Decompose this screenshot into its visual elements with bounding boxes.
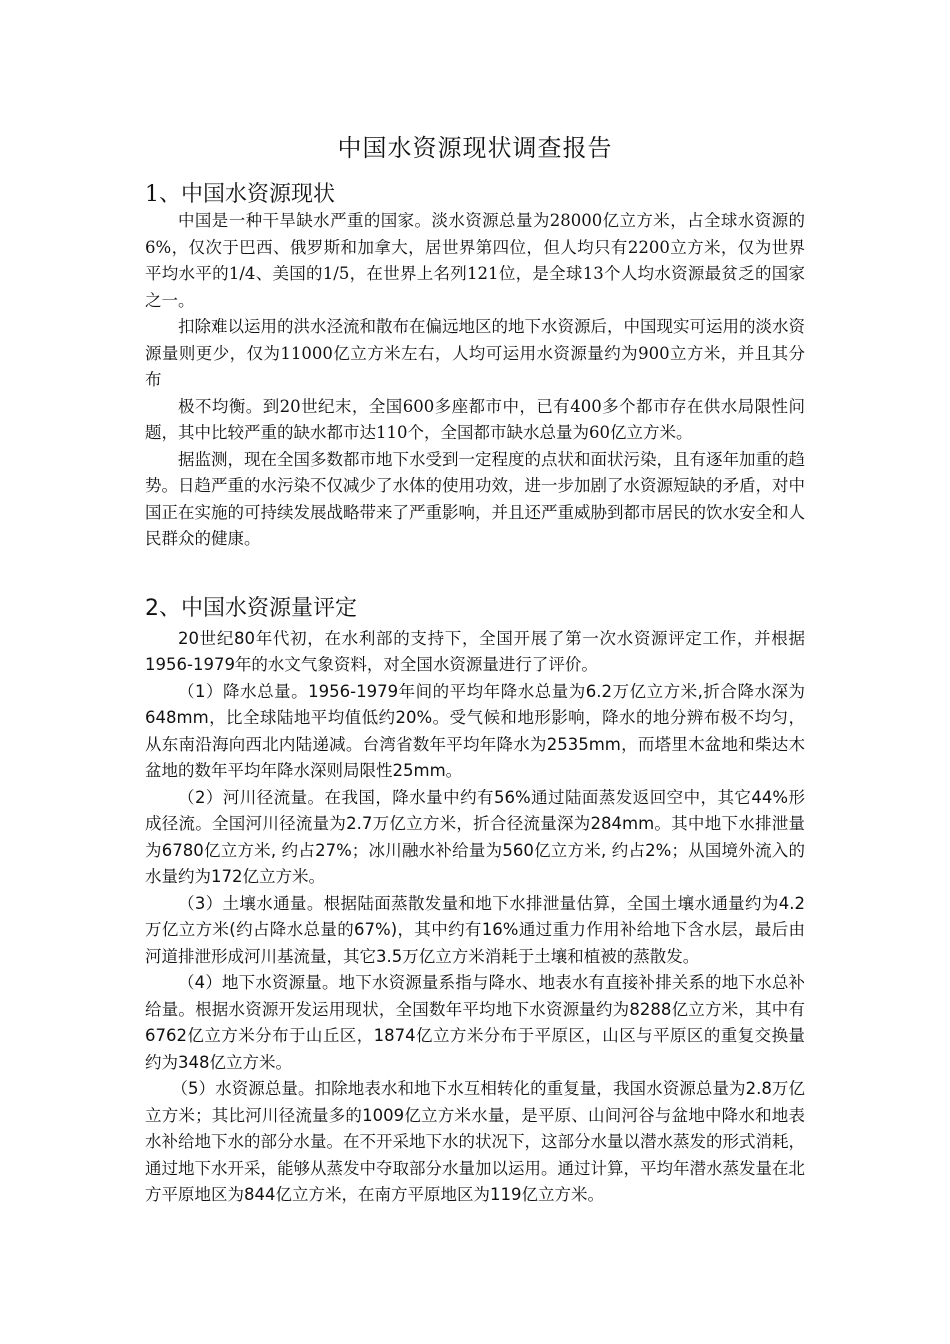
paragraph: 极不均衡。到20世纪末，全国600多座都市中，已有400多个都市存在供水局限性问题，其中比较严重的缺水都市达110个，全国都市缺水总量为60亿立方米。 bbox=[145, 396, 805, 442]
section-1-heading: 1、中国水资源现状 bbox=[145, 182, 335, 207]
document-page bbox=[145, 128, 805, 1209]
paragraph: （1）降水总量。1956-1979年间的平均年降水总量为6.2万亿立方米,折合降水深为648mm，比全球陆地平均值低约20%。受气候和地形影响，降水的地分辨布极不均匀，从东南沿海向西北内陆递减。台湾省数年平均年降水为2535mm，而塔里木盆地和柴达木盆地的数年平均年降水深则局限性25mm。 bbox=[145, 681, 805, 780]
paragraph: （5）水资源总量。扣除地表水和地下水互相转化的重复量，我国水资源总量为2.8万亿立方米；其比河川径流量多的1009亿立方米水量，是平原、山间河谷与盆地中降水和地表水补给地下水的部分水量。在不开采地下水的状况下，这部分水量以潜水蒸发的形式消耗，通过地下水开采，能够从蒸发中夺取部分水量加以运用。通过计算，平均年潜水蒸发量在北方平原地区为844亿立方米，在南方平原地区为119亿立方米。 bbox=[145, 1079, 805, 1204]
section-spacer bbox=[145, 553, 805, 591]
document-title: 中国水资源现状调查报告 bbox=[337, 134, 613, 162]
paragraph: 20世纪80年代初，在水利部的支持下，全国开展了第一次水资源评定工作，并根据1956-1979年的水文气象资料，对全国水资源量进行了评价。 bbox=[145, 628, 805, 674]
section-water-assessment bbox=[145, 591, 805, 1209]
paragraph: （2）河川径流量。在我国，降水量中约有56%通过陆面蒸发返回空中，其它44%形成径流。全国河川径流量为2.7万亿立方米，折合径流量深为284mm。其中地下水排泄量为6780亿立方米, 约占27%；冰川融水补给量为560亿立方米, 约占2%；从国境外流入的水量约为172亿立方米。 bbox=[145, 787, 805, 886]
section-water-status bbox=[145, 177, 805, 553]
paragraph: 中国是一种干旱缺水严重的国家。淡水资源总量为28000亿立方米，占全球水资源的6%，仅次于巴西、俄罗斯和加拿大，居世界第四位，但人均只有2200立方米，仅为世界平均水平的1/4、美国的1/5，在世界上名列121位，是全球13个人均水资源最贫乏的国家之一。 bbox=[145, 211, 805, 310]
paragraph: 扣除难以运用的洪水泾流和散布在偏远地区的地下水资源后，中国现实可运用的淡水资源量则更少，仅为11000亿立方米左右，人均可运用水资源量约为900立方米，并且其分布 bbox=[145, 317, 805, 389]
paragraph: 据监测，现在全国多数都市地下水受到一定程度的点状和面状污染，且有逐年加重的趋势。日趋严重的水污染不仅减少了水体的使用功效，进一步加剧了水资源短缺的矛盾，对中国正在实施的可持续发展战略带来了严重影响，并且还严重威胁到都市居民的饮水安全和人民群众的健康。 bbox=[145, 449, 805, 548]
paragraph: （4）地下水资源量。地下水资源量系指与降水、地表水有直接补排关系的地下水总补给量。根据水资源开发运用现状，全国数年平均地下水资源量约为8288亿立方米，其中有6762亿立方米分布于山丘区，1874亿立方米分布于平原区，山区与平原区的重复交换量约为348亿立方米。 bbox=[145, 973, 805, 1072]
section-2-heading: 2、中国水资源量评定 bbox=[145, 595, 357, 621]
paragraph: （3）土壤水通量。根据陆面蒸散发量和地下水排泄量估算，全国土壤水通量约为4.2万亿立方米(约占降水总量的67%)，其中约有16%通过重力作用补给地下含水层，最后由河道排泄形成河川基流量，其它3.5万亿立方米消耗于土壤和植被的蒸散发。 bbox=[145, 893, 805, 966]
